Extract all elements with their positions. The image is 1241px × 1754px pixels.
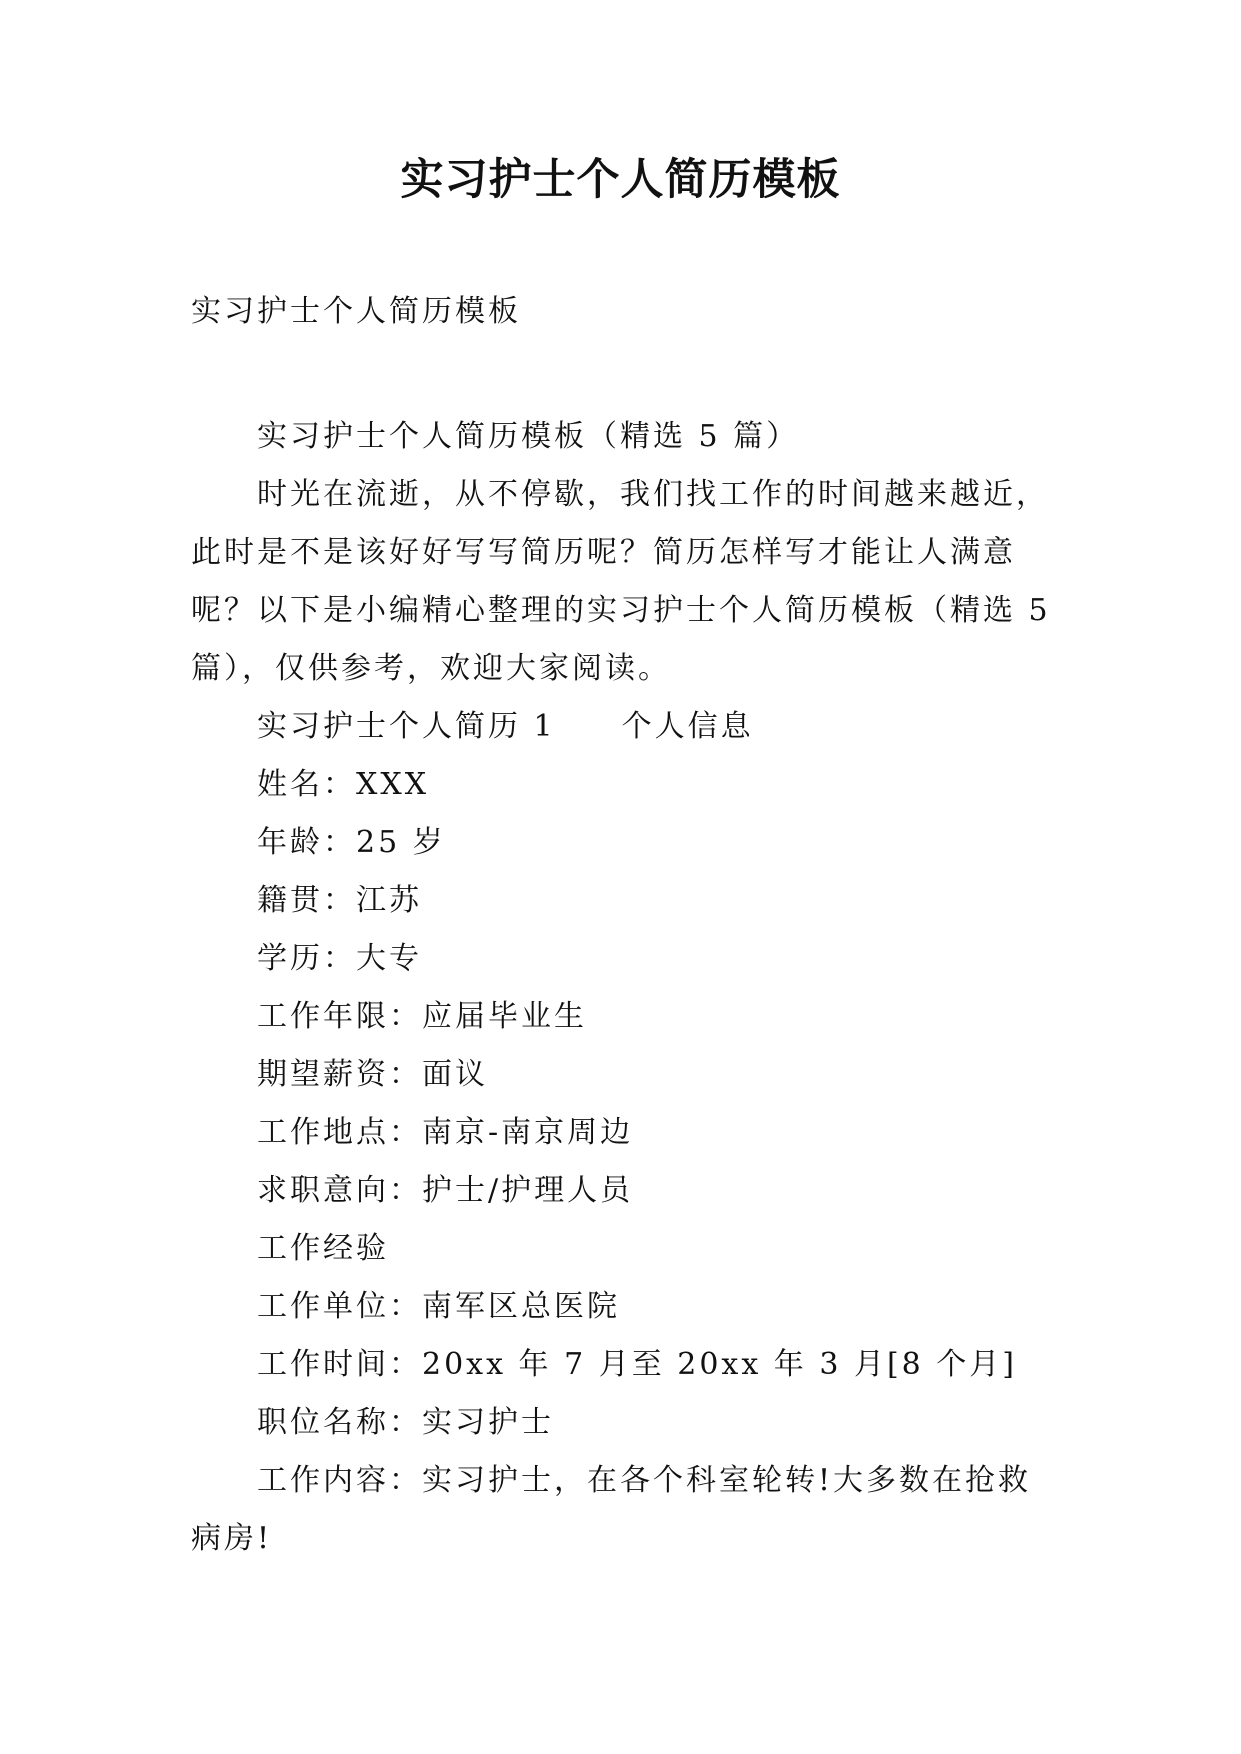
section-personal-heading: 个人信息 <box>621 709 754 744</box>
info-line-age: 年龄：25 岁 <box>257 825 446 860</box>
experience-line-duties: 工作内容：实习护士，在各个科室轮转!大多数在抢救病房! <box>191 1463 1032 1556</box>
info-line-location: 工作地点：南京-南京周边 <box>257 1115 634 1150</box>
experience-line-employer: 工作单位：南军区总医院 <box>257 1289 620 1324</box>
info-line-salary: 期望薪资：面议 <box>257 1057 488 1092</box>
document-subtitle: 实习护士个人简历模板 <box>191 294 521 329</box>
intro-heading: 实习护士个人简历模板（精选 5 篇） <box>257 419 800 454</box>
info-line-objective: 求职意向：护士/护理人员 <box>257 1173 634 1208</box>
intro-paragraph: 时光在流逝，从不停歇，我们找工作的时间越来越近，此时是不是该好好写写简历呢？简历怎样写才能让人满意呢？以下是小编精心整理的实习护士个人简历模板（精选 5 篇），仅供参考，欢迎大家阅读。 <box>191 477 1051 686</box>
info-line-name: 姓名：XXX <box>257 767 430 802</box>
resume-heading-line <box>191 698 1061 756</box>
document-title: 实习护士个人简历模板 <box>400 155 841 205</box>
document-body <box>191 408 1061 1568</box>
experience-line-period: 工作时间：20xx 年 7 月至 20xx 年 3 月[8 个月] <box>257 1347 1017 1382</box>
info-line-origin: 籍贯：江苏 <box>257 883 422 918</box>
info-line-work-years: 工作年限：应届毕业生 <box>257 999 587 1034</box>
resume-heading: 实习护士个人简历 1 <box>257 709 556 744</box>
section-experience-heading: 工作经验 <box>257 1231 389 1266</box>
info-line-education: 学历：大专 <box>257 941 422 976</box>
experience-line-position: 职位名称：实习护士 <box>257 1405 554 1440</box>
